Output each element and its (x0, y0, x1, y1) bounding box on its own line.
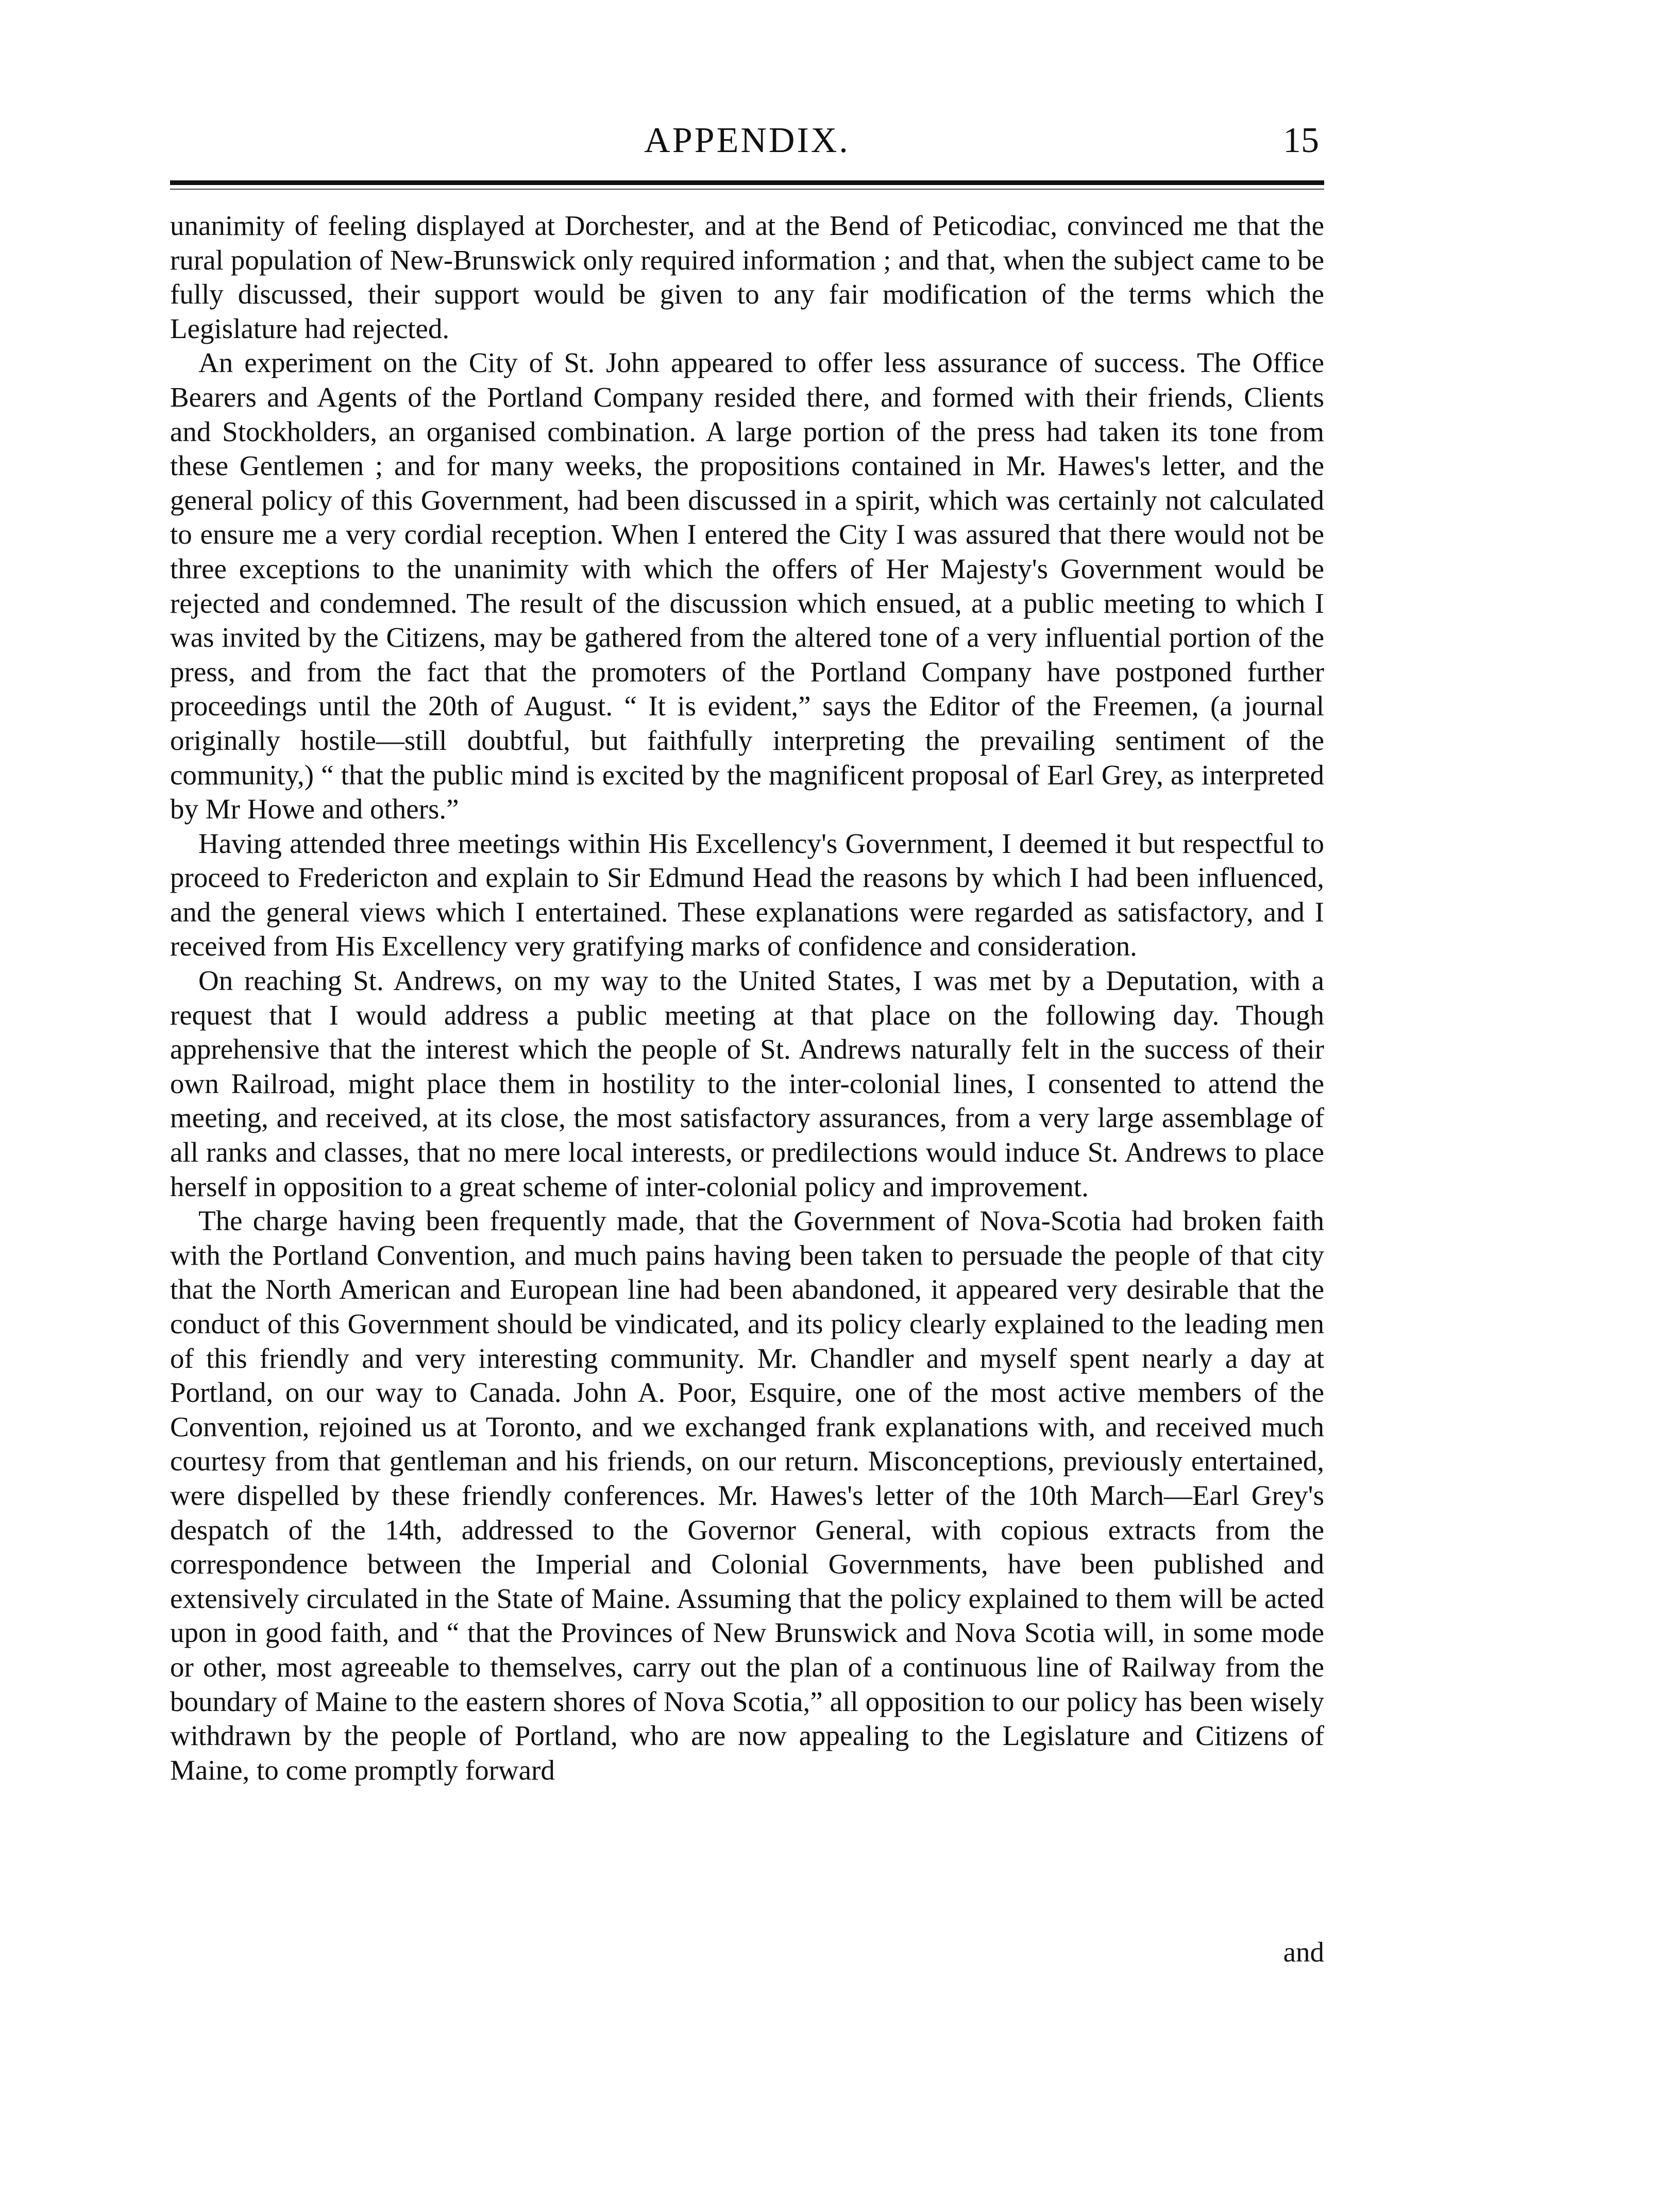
paragraph-5: The charge having been frequently made, that the Government of Nova-Scotia had broken faith with the Portland Convention, and much pains having been taken to persuade the people of that city that the North American and European line had been abandoned, it appeared very desirable that the conduct of this Government should be vindicated, and its policy clearly explained to the leading men of this friendly and very interesting community. Mr. Chandler and myself spent nearly a day at Portland, on our way to Canada. John A. Poor, Esquire, one of the most active members of the Convention, rejoined us at Toronto, and we exchanged frank explanations with, and received much courtesy from that gentleman and his friends, on our return. Misconceptions, previously entertained, were dispelled by these friendly conferences. Mr. Hawes's letter of the 10th March—Earl Grey's despatch of the 14th, addressed to the Governor General, with copious extracts from the correspondence between the Imperial and Colonial Governments, have been published and extensively circulated in the State of Maine. Assuming that the policy explained to them will be acted upon in good faith, and “ that the Provinces of New Brunswick and Nova Scotia will, in some mode or other, most agreeable to themselves, carry out the plan of a continuous line of Railway from the boundary of Maine to the eastern shores of Nova Scotia,” all opposition to our policy has been wisely withdrawn by the people of Portland, who are now appealing to the Legislature and Citizens of Maine, to come promptly forward (170, 1205, 1324, 1786)
catchword: and (1283, 1936, 1324, 1968)
running-title: APPENDIX. (644, 121, 850, 160)
running-head (175, 118, 1319, 164)
body-text (170, 209, 1324, 1787)
paragraph-1: unanimity of feeling displayed at Dorchester, and at the Bend of Peticodiac, convinced me that the rural population of New-Brunswick only required information ; and that, when the subject came to be fully discussed, their support would be given to any fair modification of the terms which the Legislature had rejected. (170, 210, 1324, 344)
paragraph-4: On reaching St. Andrews, on my way to the United States, I was met by a Deputation, with a request that I would address a public meeting at that place on the following day. Though apprehensive that the interest which the people of St. Andrews naturally felt in the success of their own Railroad, might place them in hostility to the inter-colonial lines, I consented to attend the meeting, and received, at its close, the most satisfactory assurances, from a very large assemblage of all ranks and classes, that no mere local interests, or predilections would induce St. Andrews to place herself in opposition to a great scheme of inter-colonial policy and improvement. (170, 965, 1324, 1202)
page-number: 15 (1283, 121, 1319, 160)
header-rule-thin (170, 189, 1324, 190)
paragraph-2: An experiment on the City of St. John appeared to offer less assurance of success. The Office Bearers and Agents of the Portland Company resided there, and formed with their friends, Clients and Stockholders, an organised combination. A large portion of the press had taken its tone from these Gentlemen ; and for many weeks, the propositions contained in Mr. Hawes's letter, and the general policy of this Government, had been discussed in a spirit, which was certainly not calculated to ensure me a very cordial reception. When I entered the City I was assured that there would not be three exceptions to the unanimity with which the offers of Her Majesty's Government would be rejected and condemned. The result of the discussion which ensued, at a public meeting to which I was invited by the Citizens, may be gathered from the altered tone of a very influential portion of the press, and from the fact that the promoters of the Portland Company have postponed further proceedings until the 20th of August. “ It is evident,” says the Editor of the Freemen, (a journal originally hostile—still doubtful, but faithfully interpreting the prevailing sentiment of the community,) “ that the public mind is excited by the magnificent proposal of Earl Grey, as interpreted by Mr Howe and others.” (170, 347, 1324, 825)
header-rule (170, 180, 1324, 185)
paragraph-3: Having attended three meetings within His Excellency's Government, I deemed it but respectful to proceed to Fredericton and explain to Sir Edmund Head the reasons by which I had been influenced, and the general views which I entertained. These explanations were regarded as satisfactory, and I received from His Excellency very gratifying marks of confidence and consideration. (170, 827, 1324, 962)
